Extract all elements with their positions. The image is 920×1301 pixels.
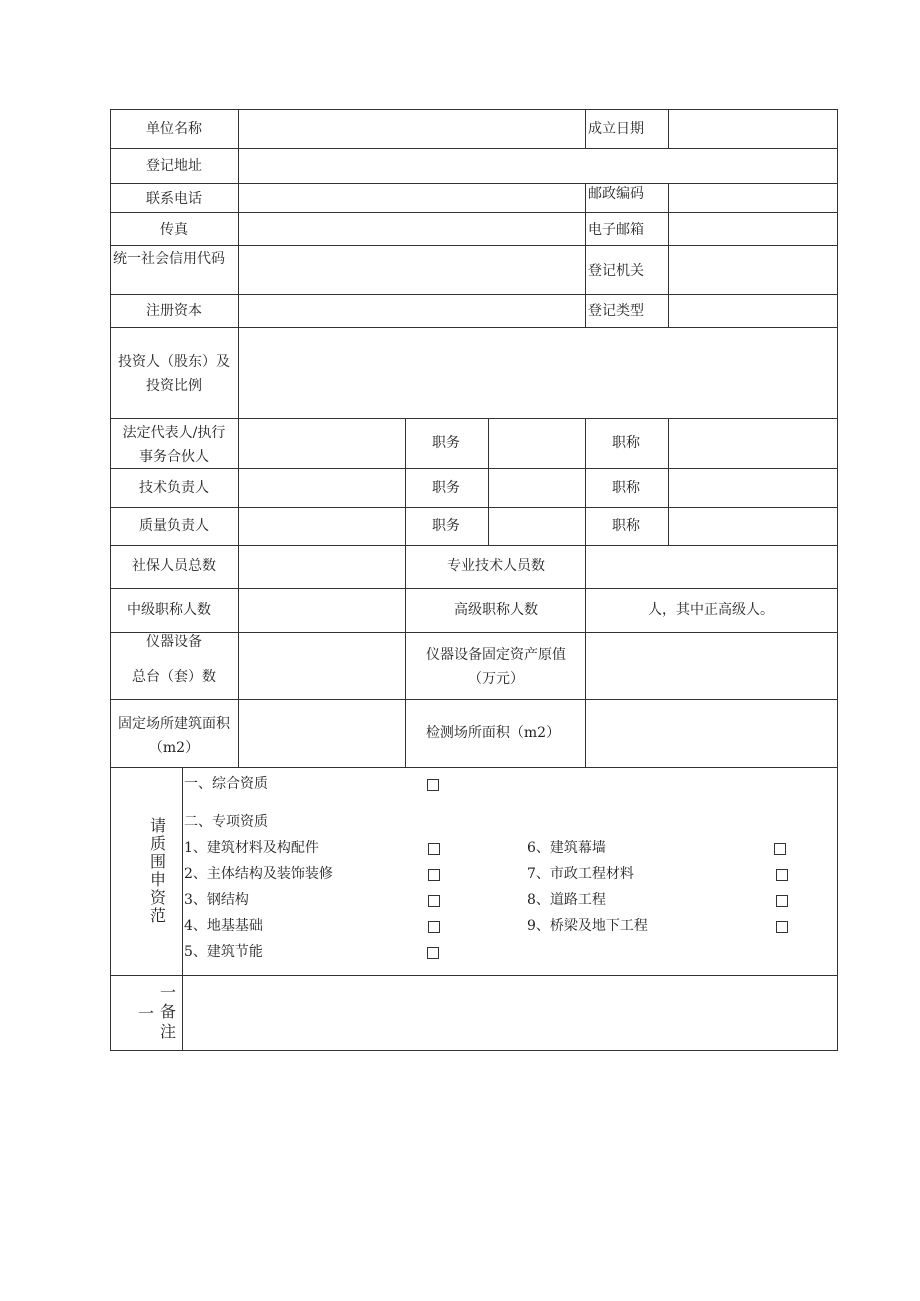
grid-line — [668, 183, 669, 327]
scope-item-9: 9、桥梁及地下工程 — [527, 918, 648, 934]
equipment-value-label: 仪器设备固定资产原值 （万元） — [426, 647, 566, 687]
quality-lead-title-label: 职称 — [612, 518, 640, 534]
remarks-char-1: 备 — [160, 1002, 177, 1021]
equipment-count-label-2: 总台（套）数 — [132, 669, 216, 685]
legal-rep-label: 法定代表人/执行 事务合伙人 — [122, 425, 226, 465]
grid-line — [585, 183, 586, 327]
remarks-dash-top: 一 — [160, 983, 177, 1002]
scope-item-3-checkbox[interactable] — [428, 895, 440, 907]
tech-lead-position-label: 职务 — [432, 480, 460, 496]
grid-line — [110, 418, 838, 419]
grid-line — [488, 418, 489, 545]
mid-title-label: 中级职称人数 — [127, 602, 211, 618]
scope-item-5-checkbox[interactable] — [427, 947, 439, 959]
grid-line — [110, 975, 838, 976]
grid-line — [110, 1050, 838, 1051]
grid-line — [110, 699, 838, 700]
unit-name-label: 单位名称 — [146, 121, 202, 137]
tech-lead-label: 技术负责人 — [139, 480, 209, 496]
remarks-char-2: 注 — [160, 1022, 177, 1041]
grid-line — [110, 294, 838, 295]
scope-vertical-label: 请 质 围 申 资 范 — [150, 816, 167, 925]
grid-line — [110, 148, 838, 149]
grid-line — [110, 327, 838, 328]
phone-label: 联系电话 — [146, 191, 202, 207]
found-date-label: 成立日期 — [588, 121, 644, 137]
scope-item-3: 3、钢结构 — [184, 892, 249, 908]
scope-item-5: 5、建筑节能 — [184, 944, 263, 960]
grid-line — [837, 109, 838, 1051]
scope-item-2: 2、主体结构及装饰装修 — [184, 866, 333, 882]
credit-code-label: 统一社会信用代码 — [113, 251, 225, 267]
comprehensive-checkbox[interactable] — [427, 779, 439, 791]
legal-rep-position-label: 职务 — [432, 435, 460, 451]
reg-address-label: 登记地址 — [146, 158, 202, 174]
reg-authority-label: 登记机关 — [588, 263, 644, 279]
scope-item-6: 6、建筑幕墙 — [527, 840, 606, 856]
special-qualification-label: 二、专项资质 — [184, 814, 268, 830]
senior-title-label: 高级职称人数 — [454, 602, 538, 618]
grid-line — [110, 212, 838, 213]
grid-line — [668, 109, 669, 148]
grid-line — [110, 545, 838, 546]
email-label: 电子邮箱 — [588, 222, 644, 238]
fax-label: 传真 — [160, 222, 188, 238]
grid-line — [182, 767, 183, 1051]
scope-item-6-checkbox[interactable] — [774, 843, 786, 855]
grid-line — [668, 418, 669, 545]
grid-line — [110, 109, 838, 110]
grid-line — [238, 109, 239, 767]
equipment-count-label-1: 仪器设备 — [146, 634, 202, 650]
grid-line — [405, 418, 406, 767]
building-area-label: 固定场所建筑面积 （m2） — [118, 716, 230, 756]
scope-item-1-checkbox[interactable] — [428, 843, 440, 855]
remarks-dash-left: 一 — [138, 1004, 155, 1023]
capital-label: 注册资本 — [146, 303, 202, 319]
grid-line — [110, 109, 111, 1051]
grid-line — [110, 767, 838, 768]
grid-line — [585, 109, 586, 148]
grid-line — [110, 183, 838, 184]
grid-line — [110, 245, 838, 246]
grid-line — [585, 418, 586, 767]
grid-line — [110, 588, 838, 589]
quality-lead-label: 质量负责人 — [139, 518, 209, 534]
postal-code-label: 邮政编码 — [588, 186, 644, 202]
scope-item-9-checkbox[interactable] — [776, 921, 788, 933]
professional-staff-label: 专业技术人员数 — [447, 558, 545, 574]
scope-item-2-checkbox[interactable] — [428, 869, 440, 881]
tech-lead-title-label: 职称 — [612, 480, 640, 496]
scope-item-7-checkbox[interactable] — [776, 869, 788, 881]
legal-rep-title-label: 职称 — [612, 435, 640, 451]
reg-type-label: 登记类型 — [588, 303, 644, 319]
scope-item-4: 4、地基基础 — [184, 918, 263, 934]
scope-item-1: 1、建筑材料及构配件 — [184, 840, 319, 856]
scope-item-8: 8、道路工程 — [527, 892, 606, 908]
senior-title-note: 人，其中正高级人。 — [648, 602, 774, 618]
investor-label: 投资人（股东）及 投资比例 — [118, 354, 230, 394]
test-area-label: 检测场所面积（m2） — [425, 725, 561, 741]
scope-item-7: 7、市政工程材料 — [527, 866, 634, 882]
scope-item-8-checkbox[interactable] — [776, 895, 788, 907]
social-insurance-label: 社保人员总数 — [132, 558, 216, 574]
comprehensive-qualification-label: 一、综合资质 — [184, 776, 268, 792]
scope-item-4-checkbox[interactable] — [428, 921, 440, 933]
grid-line — [110, 632, 838, 633]
grid-line — [110, 507, 838, 508]
quality-lead-position-label: 职务 — [432, 518, 460, 534]
